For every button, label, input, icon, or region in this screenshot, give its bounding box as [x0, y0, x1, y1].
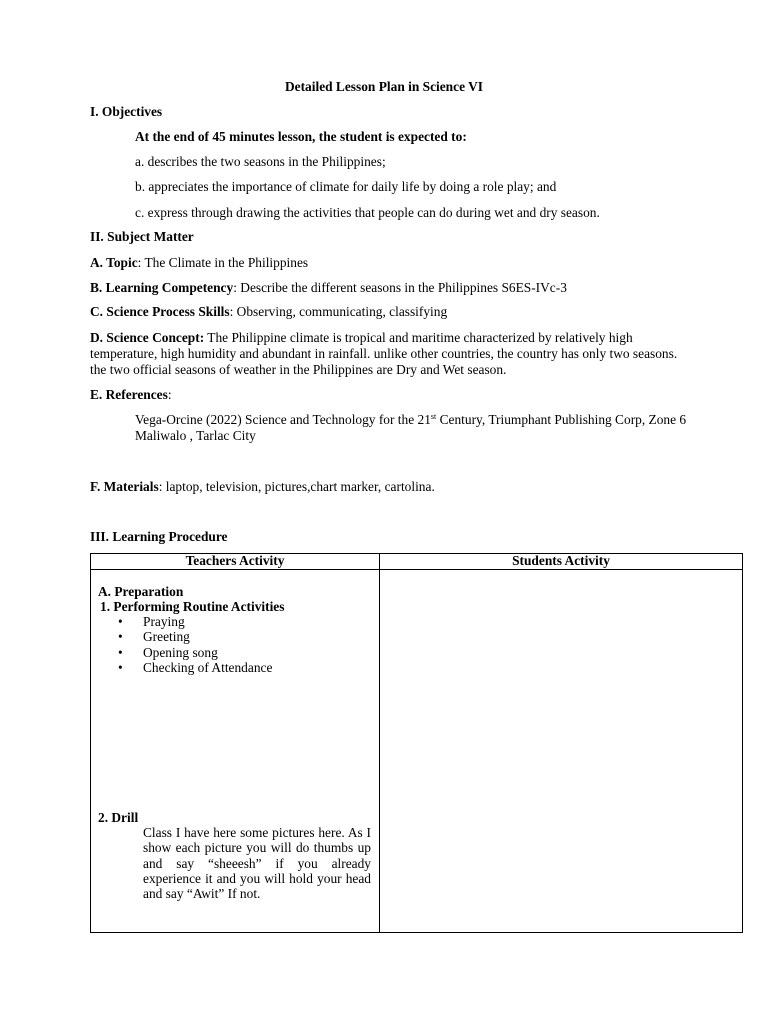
- materials-label: F. Materials: [90, 479, 159, 494]
- subject-matter-heading: II. Subject Matter: [90, 229, 194, 244]
- science-concept: [90, 330, 680, 378]
- reference-part: Vega-Orcine (2022) Science and Technology for the 21: [135, 412, 431, 427]
- concept-value: The Philippine climate is tropical and maritime characterized by relatively high temperature, high humidity and abundant in rainfall. unlike other countries, the country has only two seasons. the two official seasons of weather in the Philippines are Dry and Wet season.: [90, 330, 678, 377]
- topic-value: : The Climate in the Philippines: [137, 255, 309, 270]
- preparation-heading: A. Preparation: [98, 584, 184, 599]
- competency-line: [90, 280, 567, 296]
- reference-text: [135, 412, 695, 444]
- reference-part: Century, Triumphant Publishing Corp, Zone 6 Maliwalo , Tarlac City: [135, 412, 687, 443]
- list-item: • Greeting: [118, 629, 272, 644]
- list-item: • Praying: [118, 614, 272, 629]
- objectives-heading: I. Objectives: [90, 104, 163, 119]
- routine-heading: 1. Performing Routine Activities: [100, 599, 285, 614]
- objectives-intro: At the end of 45 minutes lesson, the student is expected to:: [135, 129, 467, 144]
- reference-superscript: st: [430, 412, 437, 421]
- references-colon: :: [167, 387, 172, 402]
- skills-line: [90, 304, 447, 320]
- topic-label: A. Topic: [90, 255, 138, 270]
- header-divider: [91, 569, 742, 570]
- procedure-heading: III. Learning Procedure: [90, 529, 228, 544]
- materials-line: [90, 479, 435, 495]
- concept-label: D. Science Concept:: [90, 330, 205, 345]
- list-item: • Opening song: [118, 645, 272, 660]
- materials-value: : laptop, television, pictures,chart marker, cartolina.: [158, 479, 435, 494]
- references-label: E. References: [90, 387, 168, 402]
- drill-text: Class I have here some pictures here. As I show each picture you will do thumbs up and say “sheeesh” if you already experience it and you will hold your head and say “Awit” If not.: [143, 825, 371, 902]
- list-item: • Checking of Attendance: [118, 660, 272, 675]
- topic-line: [90, 255, 308, 271]
- skills-label: C. Science Process Skills: [90, 304, 230, 319]
- objective-item: b. appreciates the importance of climate for daily life by doing a role play; and: [135, 179, 557, 194]
- competency-label: B. Learning Competency: [90, 280, 234, 295]
- student-column-header: Students Activity: [512, 553, 610, 568]
- references-line: [90, 387, 172, 403]
- teacher-column-header: Teachers Activity: [185, 553, 285, 568]
- column-divider: [379, 554, 380, 932]
- objective-item: c. express through drawing the activities that people can do during wet and dry season.: [135, 205, 600, 220]
- drill-heading: 2. Drill: [98, 810, 139, 825]
- skills-value: : Observing, communicating, classifying: [229, 304, 448, 319]
- routine-list: [118, 614, 272, 675]
- page-title: Detailed Lesson Plan in Science VI: [284, 79, 483, 94]
- competency-value: : Describe the different seasons in the Philippines S6ES-IVc-3: [233, 280, 567, 295]
- procedure-table: [90, 553, 743, 933]
- objective-item: a. describes the two seasons in the Philippines;: [135, 154, 386, 169]
